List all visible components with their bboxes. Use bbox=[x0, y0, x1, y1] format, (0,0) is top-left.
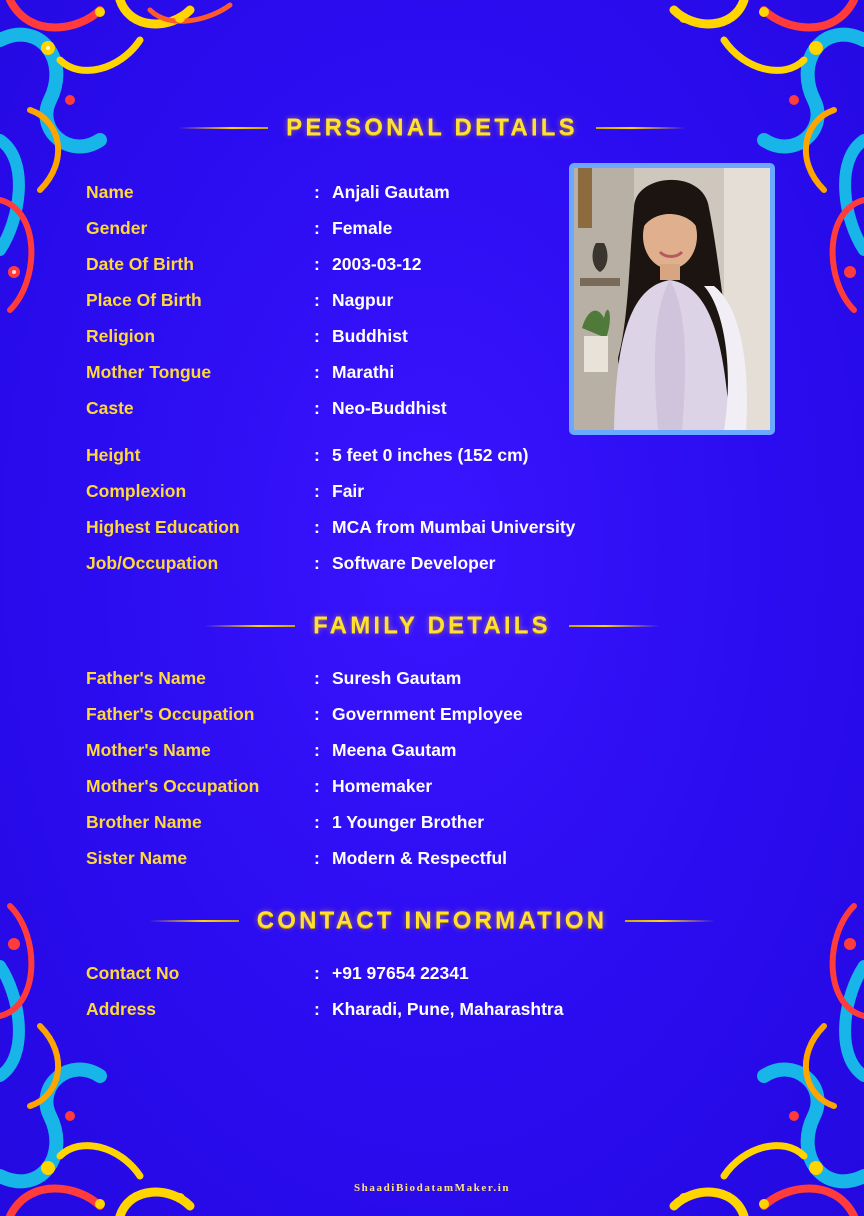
heading-rule-left bbox=[149, 920, 239, 922]
corner-ornament-bottom-right bbox=[624, 886, 864, 1216]
detail-label: Brother Name bbox=[86, 811, 202, 832]
detail-separator: : bbox=[314, 181, 320, 202]
detail-value: Female bbox=[332, 217, 393, 238]
detail-row-religion bbox=[86, 325, 408, 347]
detail-value: Fair bbox=[332, 480, 365, 501]
detail-row-highest-education bbox=[86, 516, 575, 538]
detail-row-complexion bbox=[86, 480, 364, 502]
heading-rule-right bbox=[569, 625, 659, 627]
detail-value: Meena Gautam bbox=[332, 739, 457, 760]
detail-label: Name bbox=[86, 181, 134, 202]
detail-separator: : bbox=[314, 480, 320, 501]
portrait-image bbox=[574, 168, 770, 430]
detail-separator: : bbox=[314, 289, 320, 310]
family-details-heading bbox=[0, 612, 864, 640]
heading-rule-right bbox=[596, 127, 686, 129]
detail-value: MCA from Mumbai University bbox=[332, 516, 576, 537]
detail-separator: : bbox=[314, 739, 320, 760]
detail-value: +91 97654 22341 bbox=[332, 962, 469, 983]
detail-value: Suresh Gautam bbox=[332, 667, 462, 688]
detail-value: Homemaker bbox=[332, 775, 433, 796]
detail-label: Date Of Birth bbox=[86, 253, 194, 274]
detail-value: Neo-Buddhist bbox=[332, 397, 447, 418]
detail-separator: : bbox=[314, 325, 320, 346]
detail-label: Mother's Occupation bbox=[86, 775, 260, 796]
detail-label: Father's Name bbox=[86, 667, 206, 688]
detail-label: Caste bbox=[86, 397, 134, 418]
detail-separator: : bbox=[314, 397, 320, 418]
detail-value: Kharadi, Pune, Maharashtra bbox=[332, 998, 564, 1019]
detail-row-sister-name bbox=[86, 847, 507, 869]
corner-ornament-top-left bbox=[0, 0, 240, 330]
detail-separator: : bbox=[314, 217, 320, 238]
detail-row-gender bbox=[86, 217, 392, 239]
detail-separator: : bbox=[314, 811, 320, 832]
contact-information-heading bbox=[0, 907, 864, 935]
detail-separator: : bbox=[314, 667, 320, 688]
detail-label: Mother Tongue bbox=[86, 361, 212, 382]
detail-label: Religion bbox=[86, 325, 156, 346]
detail-label: Father's Occupation bbox=[86, 703, 255, 724]
detail-row-mothers-name bbox=[86, 739, 456, 761]
detail-row-height bbox=[86, 444, 528, 466]
detail-label: Gender bbox=[86, 217, 148, 238]
detail-row-contact-no bbox=[86, 962, 469, 984]
detail-row-date-of-birth bbox=[86, 253, 422, 275]
detail-label: Address bbox=[86, 998, 157, 1019]
profile-photo bbox=[569, 163, 775, 435]
detail-row-mother-tongue bbox=[86, 361, 394, 383]
heading-rule-right bbox=[625, 920, 715, 922]
detail-row-place-of-birth bbox=[86, 289, 393, 311]
detail-row-mothers-occupation bbox=[86, 775, 432, 797]
detail-value: Buddhist bbox=[332, 325, 408, 346]
detail-row-address bbox=[86, 998, 563, 1020]
detail-value: Government Employee bbox=[332, 703, 523, 724]
detail-value: Modern & Respectful bbox=[332, 847, 508, 868]
footer-watermark: ShaadiBiodatamMaker.in bbox=[353, 1182, 511, 1194]
detail-separator: : bbox=[314, 998, 320, 1019]
detail-row-name bbox=[86, 181, 450, 203]
corner-ornament-bottom-left bbox=[0, 886, 240, 1216]
detail-label: Job/Occupation bbox=[86, 552, 219, 573]
detail-label: Height bbox=[86, 444, 141, 465]
detail-value: 1 Younger Brother bbox=[332, 811, 485, 832]
heading-rule-left bbox=[205, 625, 295, 627]
detail-label: Mother's Name bbox=[86, 739, 211, 760]
detail-separator: : bbox=[314, 552, 320, 573]
detail-value: 5 feet 0 inches (152 cm) bbox=[332, 444, 529, 465]
detail-value: 2003-03-12 bbox=[332, 253, 422, 274]
detail-label: Contact No bbox=[86, 962, 180, 983]
detail-row-job-occupation bbox=[86, 552, 495, 574]
personal-details-heading bbox=[0, 114, 864, 142]
detail-separator: : bbox=[314, 962, 320, 983]
detail-row-caste bbox=[86, 397, 447, 419]
detail-separator: : bbox=[314, 703, 320, 724]
detail-separator: : bbox=[314, 775, 320, 796]
detail-separator: : bbox=[314, 361, 320, 382]
detail-separator: : bbox=[314, 253, 320, 274]
detail-row-fathers-name bbox=[86, 667, 461, 689]
detail-value: Software Developer bbox=[332, 552, 496, 573]
heading-title: CONTACT INFORMATION bbox=[256, 907, 608, 934]
detail-label: Complexion bbox=[86, 480, 187, 501]
detail-separator: : bbox=[314, 516, 320, 537]
detail-row-brother-name bbox=[86, 811, 484, 833]
heading-rule-left bbox=[178, 127, 268, 129]
heading-title: FAMILY DETAILS bbox=[313, 612, 551, 639]
detail-value: Marathi bbox=[332, 361, 395, 382]
detail-separator: : bbox=[314, 444, 320, 465]
detail-label: Place Of Birth bbox=[86, 289, 202, 310]
detail-row-fathers-occupation bbox=[86, 703, 523, 725]
detail-label: Sister Name bbox=[86, 847, 188, 868]
detail-value: Nagpur bbox=[332, 289, 394, 310]
detail-label: Highest Education bbox=[86, 516, 240, 537]
heading-title: PERSONAL DETAILS bbox=[286, 114, 578, 141]
detail-separator: : bbox=[314, 847, 320, 868]
detail-value: Anjali Gautam bbox=[332, 181, 450, 202]
